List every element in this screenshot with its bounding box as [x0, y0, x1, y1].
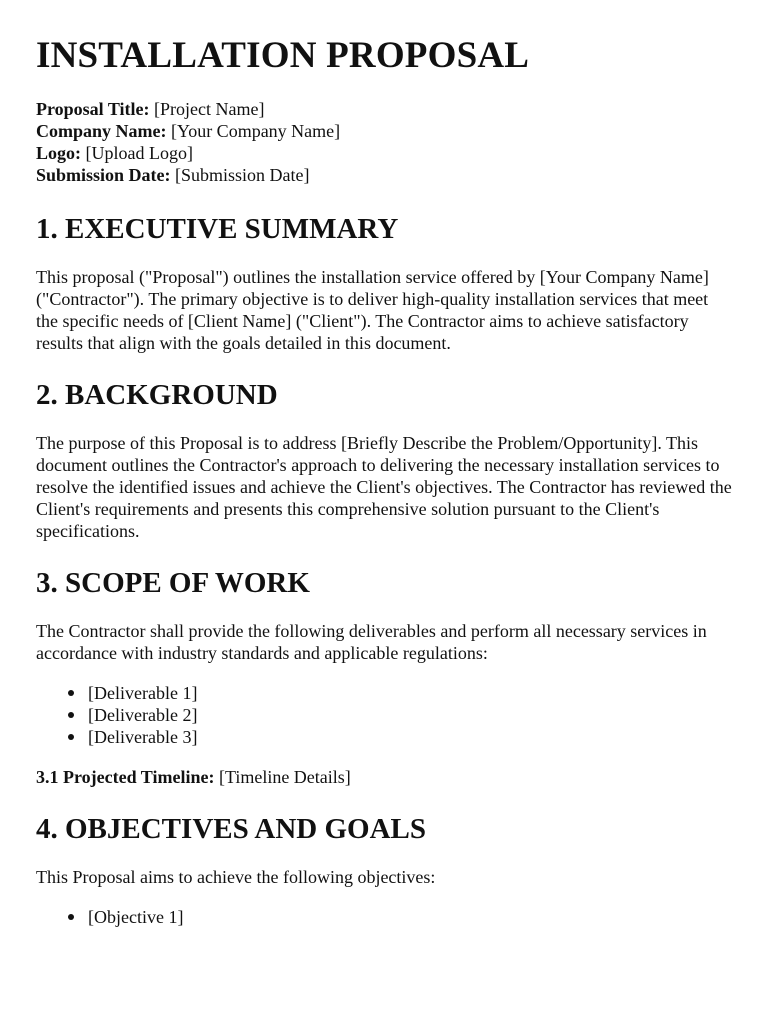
meta-proposal-title: [36, 98, 734, 120]
meta-proposal-title-label: Proposal Title:: [36, 99, 150, 119]
list-item: [66, 906, 734, 928]
meta-proposal-title-value: [Project Name]: [149, 99, 265, 119]
bullet-icon: [68, 734, 74, 740]
list-item-text: [Deliverable 3]: [88, 727, 198, 747]
timeline-label: 3.1 Projected Timeline:: [36, 767, 215, 787]
meta-logo-label: Logo:: [36, 143, 81, 163]
section-executive-summary: [36, 212, 734, 354]
section-heading: 3. SCOPE OF WORK: [36, 567, 310, 599]
meta-company-name-label: Company Name:: [36, 121, 167, 141]
objectives-list: [36, 906, 734, 928]
bullet-icon: [68, 690, 74, 696]
bullet-icon: [68, 712, 74, 718]
list-item-text: [Objective 1]: [88, 907, 184, 927]
meta-submission-date-label: Submission Date:: [36, 165, 171, 185]
meta-company-name: [36, 120, 734, 142]
list-item-text: [Deliverable 1]: [88, 683, 198, 703]
section-body: The purpose of this Proposal is to address [Briefly Describe the Problem/Opportunity]. This document outlines the Contractor's approach to delivering the necessary installation services to resolve the identified issues and achieve the Client's objectives. The Contractor has reviewed the Client's requirements and presents this comprehensive solution pursuant to the Client's specifications.: [36, 433, 732, 541]
section-body: The Contractor shall provide the following deliverables and perform all necessary services in accordance with industry standards and applicable regulations:: [36, 621, 707, 663]
section-body: This Proposal aims to achieve the following objectives:: [36, 867, 436, 887]
list-item: [66, 704, 734, 726]
meta-submission-date-value: [Submission Date]: [170, 165, 310, 185]
document-title: INSTALLATION PROPOSAL: [36, 35, 530, 76]
list-item-text: [Deliverable 2]: [88, 705, 198, 725]
meta-submission-date: [36, 164, 734, 186]
section-objectives: [36, 812, 734, 928]
meta-logo: [36, 142, 734, 164]
section-body: This proposal ("Proposal") outlines the installation service offered by [Your Company Name] ("Contractor"). The primary objective is to deliver high-quality installation services that meet the specific needs of [Client Name] ("Client"). The Contractor aims to achieve satisfactory results that align with the goals detailed in this document.: [36, 267, 709, 353]
section-scope-of-work: [36, 566, 734, 788]
deliverables-list: [36, 682, 734, 748]
list-item: [66, 726, 734, 748]
section-heading: 2. BACKGROUND: [36, 379, 278, 411]
list-item: [66, 682, 734, 704]
section-background: [36, 378, 734, 542]
timeline-value: [Timeline Details]: [214, 767, 351, 787]
meta-company-name-value: [Your Company Name]: [166, 121, 341, 141]
bullet-icon: [68, 914, 74, 920]
proposal-meta: [36, 98, 734, 186]
section-heading: 4. OBJECTIVES AND GOALS: [36, 813, 426, 845]
projected-timeline: [36, 766, 734, 788]
meta-logo-value: [Upload Logo]: [81, 143, 193, 163]
section-heading: 1. EXECUTIVE SUMMARY: [36, 213, 399, 245]
